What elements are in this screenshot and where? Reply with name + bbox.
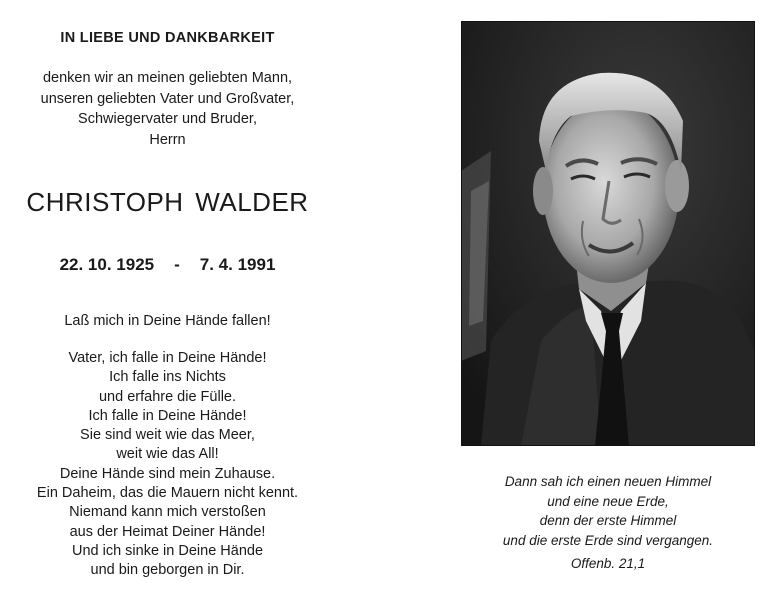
- poem-line: Vater, ich falle in Deine Hände!: [68, 350, 267, 366]
- intro-line: Schwiegervater und Bruder,: [78, 111, 257, 127]
- poem-body: [0, 349, 335, 581]
- life-dates: [0, 255, 335, 275]
- intro-line: denken wir an meinen geliebten Mann,: [42, 70, 293, 86]
- intro-line: Herrn: [149, 131, 186, 148]
- poem-line: Niemand kann mich verstoßen: [69, 504, 266, 521]
- poem-line: Deine Hände sind mein Zuhause.: [59, 465, 276, 482]
- poem-line: aus der Heimat Deiner Hände!: [69, 523, 266, 540]
- date-separator: -: [174, 255, 180, 274]
- deceased-name: CHRISTOPH WALDER: [26, 187, 309, 217]
- quote-line: Dann sah ich einen neuen Himmel: [504, 474, 712, 489]
- quote-line: und die erste Erde sind vergangen.: [502, 532, 714, 548]
- portrait-illustration: [461, 21, 755, 446]
- intro-line: unseren geliebten Vater und Großvater,: [40, 90, 295, 107]
- intro-text: [0, 68, 335, 150]
- poem-line: Und ich sinke in Deine Hände: [71, 542, 264, 559]
- death-date: 7. 4. 1991: [199, 255, 276, 274]
- quote-line: denn der erste Himmel: [539, 513, 677, 529]
- quote-line: und eine neue Erde,: [547, 493, 669, 509]
- poem-line: und bin geborgen in Dir.: [90, 562, 245, 579]
- poem-line: Ich falle ins Nichts: [109, 369, 226, 386]
- portrait-photo: [461, 21, 755, 446]
- bible-quote: [461, 472, 755, 550]
- poem-line: Sie sind weit wie das Meer,: [80, 427, 255, 444]
- poem-line: Ein Daheim, das die Mauern nicht kennt.: [36, 485, 299, 502]
- poem-line: und erfahre die Fülle.: [98, 388, 237, 405]
- poem-line: Ich falle in Deine Hände!: [88, 407, 247, 424]
- birth-date: 22. 10. 1925: [59, 255, 155, 274]
- quote-reference: Offenb. 21,1: [570, 556, 646, 571]
- poem-title: Laß mich in Deine Hände fallen!: [64, 313, 271, 329]
- poem-line: weit wie das All!: [116, 446, 219, 463]
- card-heading: IN LIEBE UND DANKBARKEIT: [60, 30, 275, 46]
